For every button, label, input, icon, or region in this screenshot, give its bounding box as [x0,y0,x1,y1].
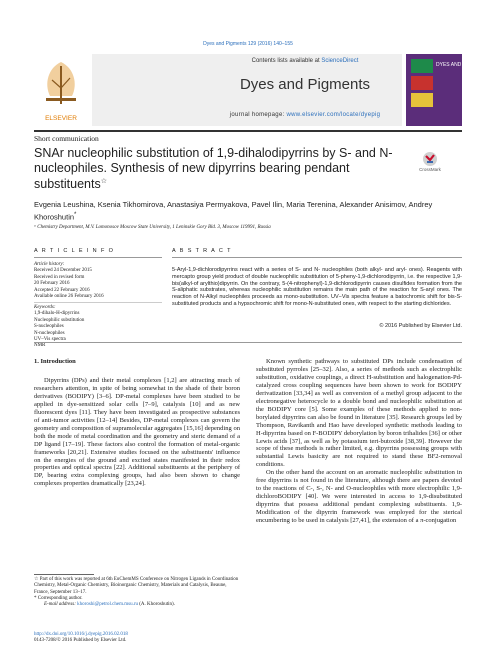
journal-banner [34,54,489,130]
journal-cover-thumbnail [406,54,489,126]
footnote-star: ☆ Part of this work was reported at 6th EuChemMS Conference on Nitrogen Ligands in Coordination Chemistry, Metal-Organic Chemistry, Bioinorganic Chemistry, Materials and Catalysis, Beaune, France, September 13–17. [34,577,239,595]
left-column [34,377,240,488]
title-footnote-marker[interactable]: ☆ [100,178,107,185]
article-title: SNAr nucleophilic substitution of 1,9-dihalodipyrrins by S- and N-nucleophiles. Synthesis of new dipyrrins bearing pendant substituents☆ [34,146,393,192]
corresponding-author-marker[interactable]: * [74,212,77,218]
article-info-heading: A R T I C L E I N F O [34,248,115,254]
sciencedirect-link[interactable]: ScienceDirect [321,58,359,64]
email-link[interactable]: khoroshi@petrol.chem.msu.ru [77,602,139,608]
keyword: N-nucleophiles [34,330,65,336]
header-rule [34,130,462,132]
footnotes [34,577,240,608]
abstract-copyright: © 2016 Published by Elsevier Ltd. [379,323,462,329]
contents-line: Contents lists available at ScienceDirect [251,58,359,64]
publisher-name: ELSEVIER [45,115,77,122]
history-label: Article history: [34,262,65,267]
history-item: Accepted 22 February 2016 [34,287,90,293]
journal-header-box [92,54,402,126]
body-paragraph: Dipyrrins (DPs) and their metal complexes [1,2] are attracting much of researchers attention, in spite of being somewhat in the shade of their boron derivatives (BODIPY) [3–6]. DP-metal complexes have been studied to be applied in dye-sensitized solar cells [7–9], catalysis [10] and as new fluorescent dyes [11]. They have been investigated as prospective substances of anti-tumor activities [12–14] Besides, DP-metal complexes can govern the geometry and composition of supramolecular aggregates [15,16] depending on both the mode of metal coordination and the geometry and steric demand of a DP ligand [17–19]. These factors also control the formation of metal-organic frameworks [20,21]. Extensive studies focused on the substituents' influence on the energies of the ground and excited states manifested in their redox properties and optical spectra [22]. Additional substituents at the periphery of DP, bearing extra complexing groups, had also been shown to change complexes properties dramatically [23,24]. [34,377,240,488]
footnote-corresponding: * Corresponding author. [34,595,83,601]
keyword: 1,9-dihalo-H-dipyrrins [34,311,80,317]
journal-reference[interactable]: Dyes and Pigments 129 (2016) 140–155 [203,41,293,47]
article-info-rule [34,257,162,258]
affiliation: ᵃ Chemistry Department, M.V. Lomonosov Moscow State University, 1 Leninskie Gory Bld. 3, Moscow 119991, Russia [34,225,271,230]
homepage-link[interactable]: www.elsevier.com/locate/dyepig [286,112,381,118]
footnote-rule [34,574,94,575]
history-item: Received in revised form [34,274,85,280]
history-item: Received 24 December 2015 [34,268,92,274]
keyword: S-nucleophiles [34,324,64,330]
history-item: 20 February 2016 [34,281,70,287]
section-rule [34,342,462,343]
abstract-text: 5-Aryl-1,9-dichlorodipyrrins react with a series of S- and N- nucleophiles (both alkyl- and aryl- ones). Reagents with mercapto group yield product of double nucleophilic substitution of 5-pheny-1,9-dichlorodipyrrin, i.e. the respective 1,9-bis(alkyl-of arylthio)dipyrrin. On the contrary, 5-(4-nitrophenyl)-1,9-dichlorodipyrrin causes disulfides formation from the S-aliphatic substrates, whereas nucleophilic substitution remains the main path of the reaction for S-aryl ones. The reaction of N-Alkyl nucleophiles proceeds as mono-substitution. UV−Vis spectra feature a batochromic shift for bis-S-substituted products and a hypsochromic shift for mono-N-substituted ones, with respect to the starting dichlorides. [172,267,462,307]
keywords-rule [34,302,162,303]
journal-homepage: journal homepage: www.elsevier.com/locate/dyepig [229,112,381,118]
keywords-label: Keywords: [34,305,56,310]
keywords-block [34,305,162,350]
history-item: Available online 26 February 2016 [34,294,104,300]
keyword: NMR [34,343,46,349]
elsevier-logo [34,54,88,126]
crossmark-label: CrossMark [419,167,441,172]
article-history [34,262,162,300]
body-paragraph: On the other hand the account on an aromatic nucleophilic substitution in free dipyrrins is not found in the literature, although there are papers devoted to the reactions of C-, S-, N- and O-nucleophiles with more electrophilic 1,9-dichloroBODIPY [40]. We were interested in access to 1,9-disubstituted dipyrrins that possess additional pendant complexing substituents. 1,9-Modification of the dipyrrin framework was employed for the sterical encumbering to be used in catalysis [27,41], the extension of a π-conjugation [256,469,462,525]
keyword: Nucleophilic substitution [34,317,85,323]
crossmark-badge[interactable] [419,150,462,172]
publication-info [34,632,334,645]
footnote-email: E-mail address: khoroshi@petrol.chem.msu.ru (A. Khoroshutin). [44,602,175,608]
right-column [256,358,462,525]
author-list: Evgenia Leushina, Ksenia Tikhomirova, Anastasiya Permyakova, Pavel Ilin, Maria Terenina, Alexander Anisimov, Andrey Khoroshutin* [34,200,433,222]
section-heading: 1. Introduction [34,358,76,365]
keyword: UV–Vis spectra [34,337,66,343]
abstract-rule [172,257,462,258]
cover-title: DYES AND PIGMENTS [436,62,489,68]
article-type: Short communication [34,134,99,143]
abstract-heading: A B S T R A C T [172,248,232,254]
body-paragraph: Known synthetic pathways to substituted DPs include condensation of substituted pyrroles [25–32]. Also, a series of methods such as electrophilic substitution, oxidative couplings, a direct H-substitution and halogenation-Pd-catalyzed cross coupling sequences have been shown to work for BODIPY derivatization [33,34] as well as conversion of a methyl group adjacent to the electronegative heterocycle to a double bond and nucleophilic substitution at the BODIPY core [5]. Some examples of these methods applied to non-borylated dipyrrins can also be found in literature [35]. Research groups led by Thompson, Ravikanth and Hao have developed synthetic methods leading to H-dipyrrins based on F-BODIPY deborylation by boron trihalides [36] or other Lewis acids [37], as well as by potassium tert-butoxide [38,39]. However the scope of these methods is rather limited, e.g. dipyrrins possessing groups with substantial Lewis basicity are not required to stand these BF2-removal conditions. [256,358,462,469]
doi-link[interactable]: http://dx.doi.org/10.1016/j.dyepig.2016.02.018 [34,632,128,637]
issn-line: 0143-7208/© 2016 Published by Elsevier Ltd. [34,638,127,644]
journal-name: Dyes and Pigments [239,76,371,93]
